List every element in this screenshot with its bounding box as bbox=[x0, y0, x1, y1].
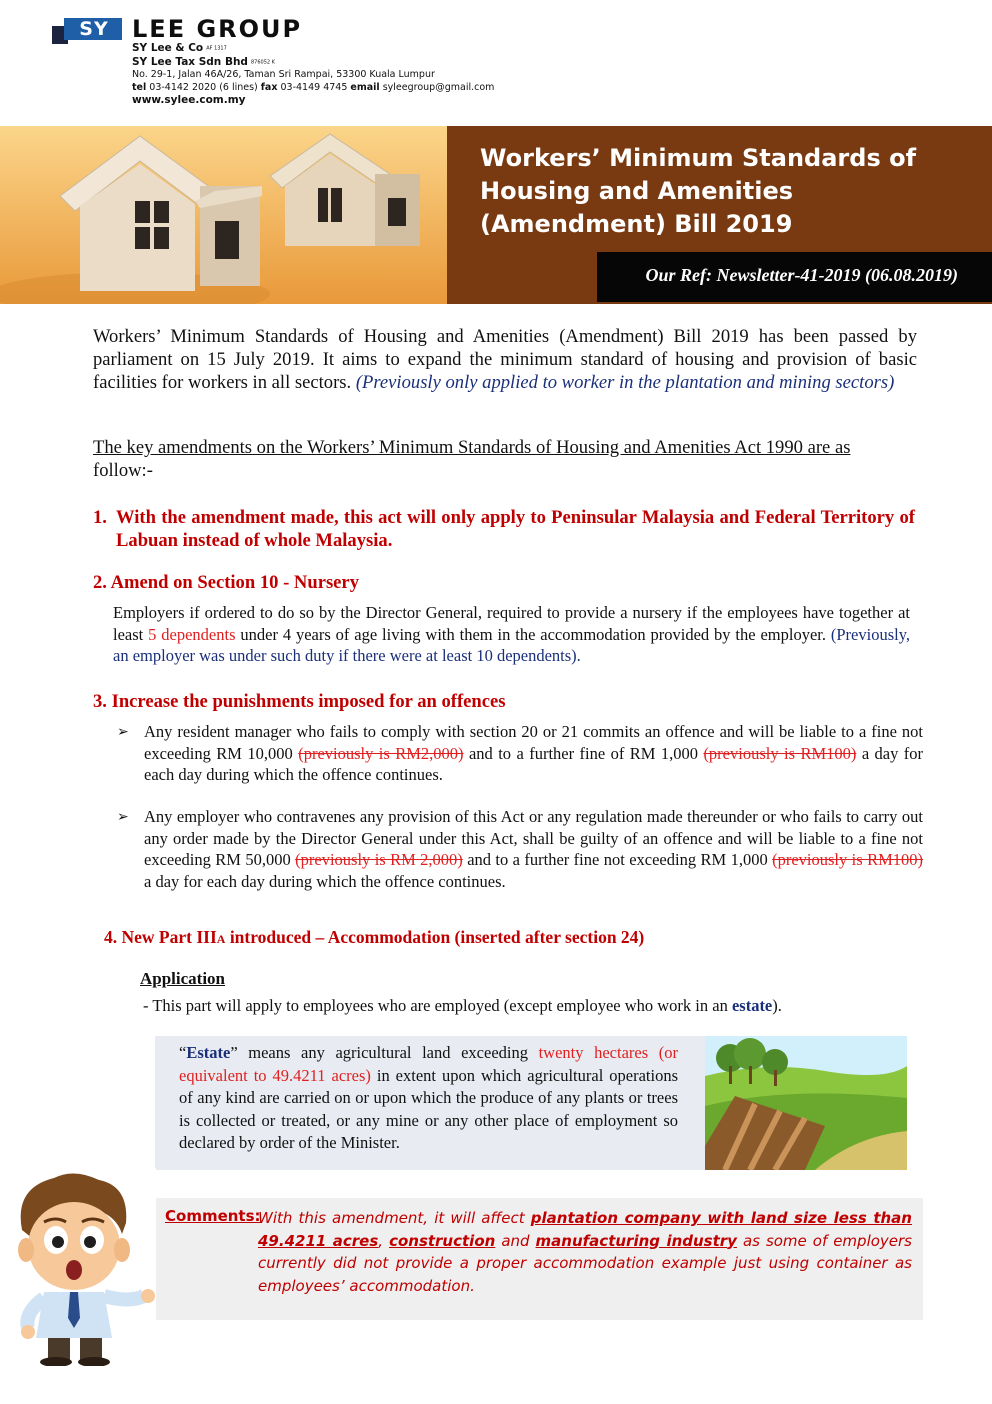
company-name-2: SY Lee Tax Sdn Bhd bbox=[132, 55, 248, 68]
comments-box bbox=[155, 1198, 923, 1320]
bullet-arrow-icon: ➢ bbox=[117, 810, 129, 825]
company-reg-2: 876052 K bbox=[250, 58, 275, 65]
estate-definition-text: “Estate” means any agricultural land exceeding twenty hectares (or equivalent to 49.4211 acres) in extent upon which agricultural operations of any kind are carried on or upon which the produce of any plants or trees is collected or treated, or any mine or any other place of employment so declared by order of the Minister. bbox=[179, 1043, 679, 1153]
pointing-man-cartoon bbox=[4, 1168, 156, 1366]
company-contact: tel 03-4142 2020 (6 lines) fax 03-4149 4745 email syleegroup@gmail.com bbox=[132, 81, 495, 93]
punishment-employer: Any employer who contravenes any provision of this Act or any regulation made thereunder or who fails to carry out any order made by the Director General under this Act, shall be guilty of an offence and will be liable to a fine not exceeding RM 50,000 (previously is RM 2,000) and to a further fine not exceeding RM 1,000 (previously is RM100) a day for each day during which the offence continues. bbox=[144, 807, 923, 891]
newsletter-title: Workers’ Minimum Standards of Housing and Amenities (Amendment) Bill 2019 bbox=[480, 144, 917, 238]
comments-text: With this amendment, it will affect plantation company with land size less than 49.4211 acres, construction and manufacturing industry as some of employers currently did not provide a proper accommodation example just using container as employees’ accommodation. bbox=[258, 1209, 912, 1295]
amendment-2-body: Employers if ordered to do so by the Director General, required to provide a nursery if the employees have together at least 5 dependents under 4 years of age living with them in the accommodation provided by the employer. (Previously, an employer was under such duty if there were at least 10 dependents). bbox=[113, 603, 911, 665]
house-models-image bbox=[0, 126, 447, 304]
application-text: - This part will apply to employees who are employed (except employee who work in an estate). bbox=[143, 996, 782, 1015]
comments-label: Comments: bbox=[165, 1207, 261, 1225]
amendment-2-heading: 2. Amend on Section 10 - Nursery bbox=[93, 572, 359, 593]
nursery-previous-note: (Previously, an employer was under such duty if there were at least 10 dependents). bbox=[113, 624, 911, 665]
reference-number: Our Ref: Newsletter-41-2019 (06.08.2019) bbox=[645, 265, 958, 285]
estate-definition-box bbox=[155, 1036, 907, 1170]
key-amendments-heading: The key amendments on the Workers’ Minimum Standards of Housing and Amenities Act 1990 are as follow:- bbox=[93, 437, 851, 481]
cartoon-man-icon bbox=[4, 1168, 156, 1366]
logo-mark-text: SY bbox=[79, 18, 109, 40]
amendment-4-heading: 4. New Part IIIA introduced – Accommodation (inserted after section 24) bbox=[104, 927, 645, 947]
logo-mark bbox=[52, 18, 122, 44]
bullet-arrow-icon: ➢ bbox=[117, 725, 129, 740]
intro-paragraph: Workers’ Minimum Standards of Housing and Amenities (Amendment) Bill 2019 has been passed by parliament on 15 July 2019. It aims to expand the minimum standard of housing and provision of basic facilities for workers in all sectors. (Previously only applied to worker in the plantation and mining sectors) bbox=[93, 326, 917, 393]
company-reg-1: AF 1317 bbox=[206, 45, 227, 52]
farmland-illustration bbox=[705, 1036, 907, 1170]
punishment-resident-manager: Any resident manager who fails to comply with section 20 or 21 commits an offence and will be liable to a fine not exceeding RM 10,000 (previously is RM2,000) and to a further fine of RM 1,000 (previously is RM100) a day for each day during which the offence continues. bbox=[144, 722, 924, 784]
title-banner bbox=[0, 126, 992, 304]
dependents-highlight: 5 dependents bbox=[148, 624, 236, 644]
estate-term: estate bbox=[731, 996, 773, 1015]
amendment-3-heading: 3. Increase the punishments imposed for an offences bbox=[93, 691, 506, 712]
application-heading: Application bbox=[140, 969, 226, 988]
title-panel bbox=[447, 126, 992, 304]
company-details bbox=[132, 42, 494, 107]
amendment-1: 1. With the amendment made, this act will only apply to Peninsular Malaysia and Federal Territory of Labuan instead of whole Malaysia. bbox=[93, 507, 915, 551]
logo-wordmark: LEE GROUP bbox=[132, 15, 303, 43]
reference-bar bbox=[597, 252, 992, 302]
houses-illustration bbox=[0, 126, 447, 304]
intro-note: (Previously only applied to worker in the plantation and mining sectors) bbox=[355, 372, 895, 393]
company-website[interactable]: www.sylee.com.my bbox=[132, 94, 246, 106]
farmland-icon bbox=[705, 1036, 907, 1170]
company-name-1: SY Lee & Co bbox=[132, 42, 204, 54]
company-address: No. 29-1, Jalan 46A/26, Taman Sri Rampai, 53300 Kuala Lumpur bbox=[132, 69, 435, 80]
